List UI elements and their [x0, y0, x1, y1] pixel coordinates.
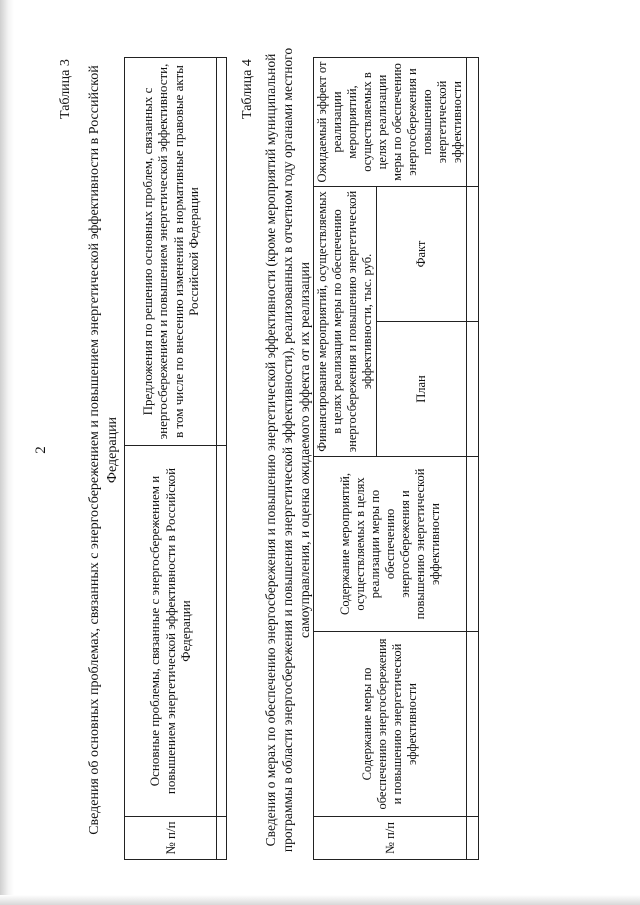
table4-cell [467, 457, 479, 632]
table3-cell [217, 58, 227, 446]
table4-cell [467, 58, 479, 187]
table3-header-row [125, 58, 217, 860]
table3-cell [217, 817, 227, 860]
table3-label: Таблица 3 [58, 59, 73, 119]
table4-header-row-1 [314, 58, 377, 860]
table4-header-num: № п/п [314, 817, 467, 860]
table3-title: Сведения об основных проблемах, связанных с энергосбережением и повышением энергетической эффективности в Российской Федерации [87, 65, 120, 835]
table3-cell [217, 446, 227, 817]
table4-cell [467, 322, 479, 457]
table3-header-problems: Основные проблемы, связанные с энергосбережением и повышением энергетической эффективности в Российской Федерации [125, 446, 217, 817]
page-number: 2 [33, 446, 49, 454]
table4-empty-row [467, 58, 479, 860]
table4-header-financing: Финансирование мероприятий, осуществляемых в целях реализации меры по обеспечению энергосбережения и повышению энергетической эффективности, тыс. руб. [314, 187, 377, 457]
table4-cell [467, 632, 479, 817]
table3-empty-row [217, 58, 227, 860]
table4-header-plan: План [377, 322, 467, 457]
table3-header-proposals: Предложения по решению основных проблем, связанных с энергосбережением и повышением энергетической эффективности, в том числе по внесению изменений в нормативные правовые акты Российской Федерации [125, 58, 217, 446]
table4-header-activities: Содержание мероприятий, осуществляемых в целях реализации меры по обеспечению энергосбережения и повышению энергетической эффективности [314, 457, 467, 632]
table4-cell [467, 187, 479, 322]
table4-header-fact: Факт [377, 187, 467, 322]
table4-measures [313, 57, 479, 860]
table4-header-measure: Содержание меры по обеспечению энергосбережения и повышению энергетической эффективности [314, 632, 467, 817]
table4-label: Таблица 4 [240, 59, 255, 119]
table3-header-num: № п/п [125, 817, 217, 860]
table3-problems [124, 57, 227, 860]
table4-cell [467, 817, 479, 860]
table4-header-effect: Ожидаемый эффект от реализации мероприятий, осуществляемых в целях реализации меры по обеспечению энергосбережения и повышению энергетической эффективности [314, 58, 467, 187]
table4-title: Сведения о мерах по обеспечению энергосбережения и повышению энергетической эффективности (кроме мероприятий муниципальной программы в области энергосбережения и повышения энергетической эффективности), реализованных в отчетном году органами местного самоуправления, и оценка ожидаемого эффекта от их реализации [263, 47, 312, 853]
